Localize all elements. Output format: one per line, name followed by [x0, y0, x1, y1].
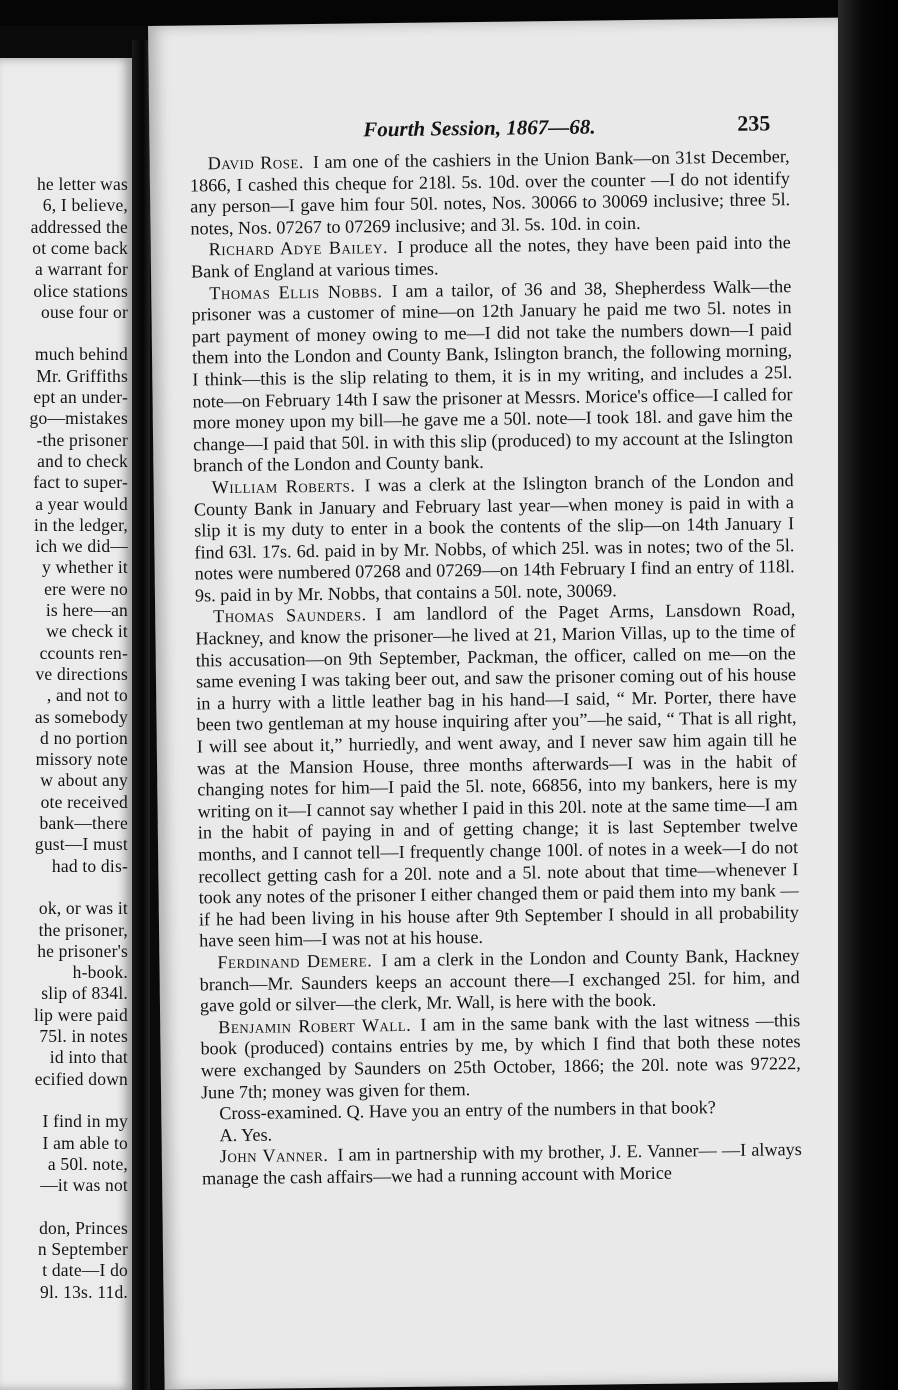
witness-name: Ferdinand Demere.	[217, 950, 373, 973]
testimony-paragraph	[191, 276, 793, 478]
left-page-line: addressed the	[30, 216, 128, 237]
left-page-line: d no portion	[40, 727, 128, 748]
testimony-text: I was a clerk at the Islington branch of the London and County Bank in January and February last year—when money is paid in with a slip it is my duty to enter in a book the contents of the slip—on 14th January I find 63l. 17s. 6d. paid in by Mr. Nobbs, of which 25l. was in notes; two of the 5l. notes were numbered 07268 and 07269—on 14th February I find an entry of 118l. 9s. paid in by Mr. Nobbs, that contains a 50l. note, 30069.	[193, 470, 795, 606]
left-page-line: w about any	[40, 770, 128, 791]
left-page-line: Mr. Griffiths	[36, 365, 128, 386]
left-page-line: -the prisoner	[36, 429, 128, 450]
left-page-line: I find in my	[42, 1111, 128, 1132]
left-page-line: had to dis-	[51, 855, 128, 876]
right-page	[148, 18, 855, 1390]
left-page-line: bank—there	[39, 813, 128, 833]
left-page-line: as somebody	[34, 706, 128, 727]
left-page-line: lip were paid	[34, 1004, 128, 1025]
left-page-line: ok, or was it	[38, 898, 128, 919]
left-page-line: fact to super-	[33, 472, 128, 493]
left-page-line: missory note	[35, 749, 128, 770]
left-page-line: go—mistakes	[29, 408, 128, 429]
left-page-line: a 50l. note,	[47, 1153, 128, 1174]
testimony-paragraph	[190, 146, 791, 240]
witness-name: Thomas Saunders.	[213, 604, 367, 627]
testimony-paragraph	[200, 1010, 801, 1104]
left-page-line: I am able to	[42, 1132, 128, 1153]
page-header	[149, 110, 839, 148]
left-page-line: he prisoner's	[37, 940, 128, 961]
left-page-line: 9l. 13s. 11d.	[40, 1281, 128, 1302]
testimony-text: I am landlord of the Paget Arms, Lansdown Road, Hackney, and know the prisoner—he lived at 21, Marion Villas, up to the time of this accusation—on 9th September, Packman, the officer, called on me—on the same evening I was taking beer out, and saw the prisoner coming out of his house in a hurry with a little leather bag in his hand—I said, “ Mr. Porter, there have been two gentleman at my house inquiring after you”—he said, “ That is all right, I will see about it,” hurriedly, and went away, and I never saw him again till he was at the Mansion House, three months afterwards—I was in the habit of changing notes for him—I paid the 5l. note, 66856, into my bankers, here is my writing on it—I cannot say whether I paid in this 20l. note at the same time—I am in the habit of paying in and of getting change; it is last September twelve months, and I cannot tell—I frequently change 100l. of notes in a week—I do not recollect getting cash for a 20l. note and a 5l. note about that time—whenever I took any notes of the prisoner I either changed them or paid them into my bank —if he had been living in his house after 9th September I should in all probability have seen him—I was not at his house.	[195, 599, 799, 951]
testimony-text: I am a clerk in the London and County Bank, Hackney branch—Mr. Saunders keeps an account there—I exchanged 25l. for him, and gave gold or silver—the clerk, Mr. Wall, is here with the book.	[199, 945, 800, 1016]
testimony-text: A. Yes.	[219, 1124, 273, 1145]
left-page-line: ot come back	[32, 237, 128, 258]
left-page-line: olice stations	[33, 280, 128, 301]
left-page-line: id into that	[49, 1047, 128, 1068]
testimony-paragraph	[199, 945, 800, 1017]
left-page-line: gust—I must	[34, 834, 128, 855]
left-page-line: ecified down	[34, 1068, 128, 1089]
left-page-line: ccounts ren-	[39, 642, 128, 663]
left-page-line: ouse four or	[41, 301, 128, 322]
left-page-line: the prisoner,	[38, 919, 128, 940]
left-page-line: —it was not	[40, 1175, 128, 1196]
testimony-paragraph	[191, 233, 791, 284]
left-page-line: a year would	[35, 493, 128, 514]
left-page-line: ich we did—	[35, 536, 128, 557]
left-page-line: h-book.	[72, 962, 128, 983]
testimony-text: I am in partnership with my brother, J. E. Vanner— —I always manage the cash affairs—we had a running account with Morice	[201, 1139, 802, 1189]
testimony-paragraph	[202, 1139, 802, 1190]
left-page-line: 6, I believe,	[42, 195, 128, 216]
left-page-fragment	[0, 58, 132, 1390]
left-page-line: ve directions	[35, 663, 128, 684]
testimony-text: Cross-examined. Q. Have you an entry of the numbers in that book?	[219, 1097, 716, 1124]
left-page-line: don, Princes	[39, 1217, 128, 1238]
left-page-line: in the ledger,	[34, 514, 128, 535]
witness-name: John Vanner.	[219, 1145, 329, 1167]
page-number: 235	[737, 110, 771, 136]
testimony-text: I am in the same bank with the last witness —this book (produced) contains entries by me, by which I find that both these notes were exchanged by Saunders on 25th October, 1866; the 20l. note was 97222, June 7th; money was given for them.	[200, 1009, 801, 1102]
scan-right-border	[838, 0, 898, 1390]
witness-name: David Rose.	[207, 152, 305, 174]
left-page-line: y whether it	[42, 557, 128, 578]
left-page-line: is here—an	[45, 600, 128, 620]
testimony-text: I produce all the notes, they have been paid into the Bank of England at various times.	[190, 232, 791, 282]
left-page-line: ept an under-	[33, 387, 128, 407]
left-page-line: t date—I do	[42, 1260, 128, 1281]
witness-name: Thomas Ellis Nobbs.	[209, 280, 383, 303]
left-page-line: he letter was	[36, 174, 128, 194]
witness-name: Richard Adye Bailey.	[208, 237, 389, 260]
testimony-text: I am one of the cashiers in the Union Bank—on 31st December, 1866, I cashed this cheque for 218l. 5s. 10d. over the counter —I do not identify any person—I gave him four 50l. notes, Nos. 30066 to 30069 inclusive; three 5l. notes, Nos. 07267 to 07269 inclusive; and 3l. 5s. 10d. in coin.	[189, 146, 791, 239]
left-page-line: we check it	[46, 621, 128, 642]
left-page-line: n September	[37, 1239, 128, 1259]
witness-name: Benjamin Robert Wall.	[218, 1014, 412, 1037]
testimony-paragraph	[195, 600, 799, 953]
left-page-line: much behind	[34, 344, 128, 365]
testimony-text: I am a tailor, of 36 and 38, Shepherdess Walk—the prisoner was a customer of mine—on 12th January he paid me two 5l. notes in part payment of money owing to me—I did not take the numbers down—I paid them into the London and County Bank, Islington branch, the following morning, I think—this is the slip relating to them, it is in my writing, and includes a 25l. note—on February 14th I saw the prisoner at Messrs. Morice's office—I called for more money upon my bill—he gave me a 50l. note—I took 18l. and gave him the change—I paid that 50l. in with this slip (produced) to my account at the Islington branch of the London and County bank.	[191, 275, 794, 476]
testimony-paragraph	[194, 470, 796, 607]
witness-name: William Roberts.	[211, 475, 356, 498]
book-gutter	[132, 40, 150, 1390]
left-page-line: 75l. in notes	[39, 1026, 128, 1046]
left-page-line: , and not to	[46, 685, 128, 706]
running-title: Fourth Session, 1867—68.	[363, 114, 596, 142]
left-page-line: slip of 834l.	[41, 983, 128, 1004]
left-page-line: a warrant for	[35, 259, 128, 280]
left-page-line: and to check	[37, 450, 128, 471]
left-page-line: ote received	[40, 791, 128, 812]
left-page-line: ere were no	[44, 578, 128, 599]
page-body	[190, 146, 803, 1190]
